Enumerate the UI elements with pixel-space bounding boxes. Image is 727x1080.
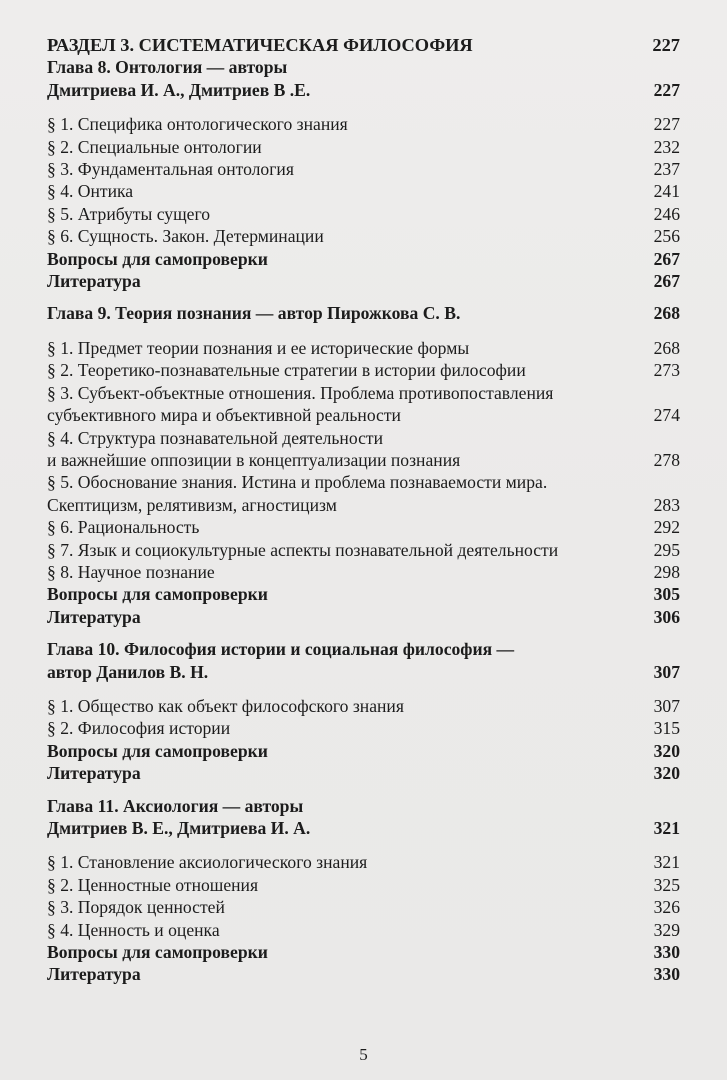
toc-entry	[47, 516, 680, 538]
chapter-page: 307	[653, 661, 680, 682]
entry-text: § 2. Ценностные отношения	[47, 874, 259, 895]
entry-page: 267	[653, 248, 680, 269]
entry-text: § 4. Структура познавательной деятельности	[47, 427, 383, 448]
entry-text: Вопросы для самопроверки	[47, 942, 268, 963]
entry-text: Литература	[47, 964, 141, 985]
entry-page: 227	[653, 114, 680, 135]
entry-page: 274	[653, 405, 680, 426]
entry-page: 305	[653, 584, 680, 605]
toc-literature	[47, 270, 680, 292]
toc-entry	[47, 203, 680, 225]
toc-literature	[47, 762, 680, 784]
entry-page: 307	[653, 695, 680, 716]
section-page: 227	[652, 35, 680, 55]
entry-text: § 5. Атрибуты сущего	[47, 203, 211, 224]
entry-page: 329	[653, 919, 680, 940]
toc-entry-line1	[47, 382, 680, 404]
toc-questions	[47, 941, 680, 963]
entry-text: § 2. Философия истории	[47, 718, 231, 739]
toc-entry	[47, 695, 680, 717]
chapter-page: 227	[653, 79, 680, 100]
entry-text: § 4. Ценность и оценка	[47, 919, 220, 940]
entry-text: § 8. Научное познание	[47, 561, 215, 582]
chapter-8-title-line2	[47, 79, 680, 101]
toc-entry	[47, 225, 680, 247]
toc-entry	[47, 561, 680, 583]
entry-text: § 4. Онтика	[47, 181, 134, 202]
entry-page: 321	[653, 852, 680, 873]
entry-page: 306	[653, 606, 680, 627]
toc-literature	[47, 606, 680, 628]
entry-text: § 1. Общество как объект философского знания	[47, 695, 404, 716]
entry-text: Литература	[47, 606, 141, 627]
toc-entry-line2	[47, 449, 680, 471]
entry-page: 283	[653, 494, 680, 515]
toc-entry	[47, 717, 680, 739]
toc-entry	[47, 851, 680, 873]
entry-page: 325	[653, 874, 680, 895]
toc-literature	[47, 963, 680, 985]
entry-page: 273	[653, 360, 680, 381]
entry-page: 292	[653, 517, 680, 538]
spacer	[47, 683, 680, 695]
toc-entry	[47, 874, 680, 896]
spacer	[47, 292, 680, 302]
chapter-9-title	[47, 302, 680, 324]
entry-text: Литература	[47, 763, 141, 784]
entry-page: 315	[653, 718, 680, 739]
entry-page: 320	[653, 740, 680, 761]
entry-text: Литература	[47, 271, 141, 292]
spacer	[47, 628, 680, 638]
toc-entry	[47, 919, 680, 941]
entry-page: 246	[653, 203, 680, 224]
entry-page: 298	[653, 561, 680, 582]
toc-entry-line1	[47, 471, 680, 493]
entry-page: 256	[653, 226, 680, 247]
entry-text: Скептицизм, релятивизм, агностицизм	[47, 494, 337, 515]
toc-entry-line1	[47, 427, 680, 449]
entry-page: 237	[653, 159, 680, 180]
toc-questions	[47, 740, 680, 762]
entry-text: § 3. Фундаментальная онтология	[47, 159, 294, 180]
entry-text: Вопросы для самопроверки	[47, 740, 268, 761]
entry-text: § 7. Язык и социокультурные аспекты познавательной деятельности	[47, 539, 559, 560]
chapter-10-title-line1	[47, 638, 680, 660]
entry-page: 326	[653, 897, 680, 918]
entry-text: Вопросы для самопроверки	[47, 248, 268, 269]
chapter-11-title-line2	[47, 817, 680, 839]
chapter-authors-text: Дмитриев В. Е., Дмитриева И. А.	[47, 818, 311, 838]
toc-entry-line2	[47, 404, 680, 426]
toc-questions	[47, 583, 680, 605]
entry-page: 232	[653, 136, 680, 157]
entry-page: 330	[653, 964, 680, 985]
entry-page: 330	[653, 942, 680, 963]
entry-text: § 3. Порядок ценностей	[47, 897, 225, 918]
entry-text: и важнейшие оппозиции в концептуализации познания	[47, 449, 461, 470]
entry-page: 268	[653, 337, 680, 358]
page-number: 5	[359, 1045, 368, 1064]
entry-text: § 6. Сущность. Закон. Детерминации	[47, 226, 324, 247]
entry-page: 241	[653, 181, 680, 202]
chapter-title-text: Глава 10. Философия истории и социальная философия —	[47, 639, 515, 660]
entry-text: § 6. Рациональность	[47, 517, 200, 538]
toc-entry	[47, 539, 680, 561]
entry-text: Вопросы для самопроверки	[47, 584, 268, 605]
chapter-title-text: Глава 8. Онтология — авторы	[47, 57, 288, 78]
spacer	[47, 101, 680, 113]
spacer	[47, 839, 680, 851]
chapter-page: 268	[653, 303, 680, 324]
toc-entry	[47, 359, 680, 381]
chapter-11-title-line1	[47, 795, 680, 817]
spacer	[47, 325, 680, 337]
entry-text: субъективного мира и объективной реальности	[47, 405, 401, 426]
entry-text: § 5. Обоснование знания. Истина и проблема познаваемости мира.	[47, 472, 548, 493]
table-of-contents	[47, 34, 680, 986]
spacer	[47, 785, 680, 795]
entry-text: § 3. Субъект-объектные отношения. Проблема противопоставления	[47, 382, 554, 403]
toc-entry	[47, 113, 680, 135]
chapter-10-title-line2	[47, 661, 680, 683]
chapter-8-title-line1	[47, 56, 680, 78]
entry-text: § 2. Теоретико-познавательные стратегии в истории философии	[47, 360, 526, 381]
entry-text: § 2. Специальные онтологии	[47, 136, 262, 157]
toc-section-3	[47, 34, 680, 56]
entry-text: § 1. Специфика онтологического знания	[47, 114, 348, 135]
chapter-page: 321	[653, 818, 680, 838]
toc-entry	[47, 136, 680, 158]
chapter-title-text: Глава 9. Теория познания — автор Пирожкова С. В.	[47, 303, 461, 324]
section-title: РАЗДЕЛ 3. СИСТЕМАТИЧЕСКАЯ ФИЛОСОФИЯ	[47, 35, 473, 55]
toc-entry	[47, 337, 680, 359]
chapter-authors-text: Дмитриева И. А., Дмитриев В .Е.	[47, 79, 311, 100]
entry-text: § 1. Предмет теории познания и ее исторические формы	[47, 337, 470, 358]
chapter-title-text: Глава 11. Аксиология — авторы	[47, 795, 304, 816]
toc-questions	[47, 248, 680, 270]
toc-entry	[47, 896, 680, 918]
chapter-authors-text: автор Данилов В. Н.	[47, 661, 209, 682]
toc-entry-line2	[47, 494, 680, 516]
toc-entry	[47, 158, 680, 180]
entry-page: 267	[653, 271, 680, 292]
entry-page: 320	[653, 763, 680, 784]
entry-page: 295	[653, 539, 680, 560]
entry-page: 278	[653, 449, 680, 470]
toc-entry	[47, 180, 680, 202]
entry-text: § 1. Становление аксиологического знания	[47, 852, 368, 873]
